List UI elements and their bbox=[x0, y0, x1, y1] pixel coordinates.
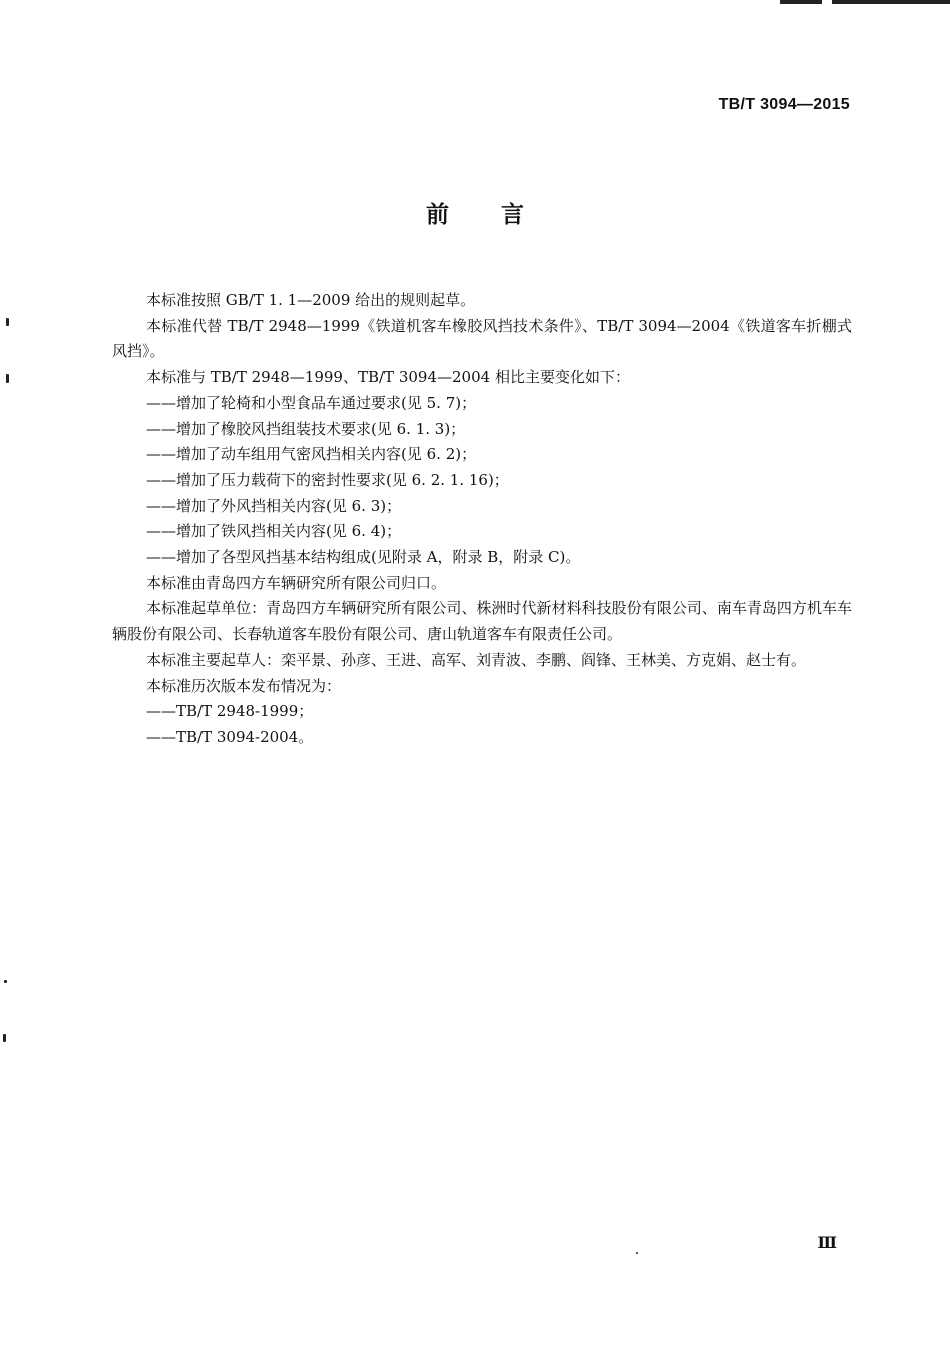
paragraph-drafting-units: 本标准起草单位：青岛四方车辆研究所有限公司、株洲时代新材料科技股份有限公司、南车青岛四方机车车辆股份有限公司、长春轨道客车股份有限公司、唐山轨道客车有限责任公司。 bbox=[112, 599, 852, 644]
page-number: Ⅲ bbox=[817, 1235, 837, 1252]
top-rule bbox=[780, 0, 950, 4]
paragraph-responsible-org: 本标准由青岛四方车辆研究所有限公司归口。 bbox=[146, 573, 447, 592]
title-char-1: 前 bbox=[426, 202, 449, 228]
page-title bbox=[0, 196, 950, 229]
change-item: ——增加了压力载荷下的密封性要求(见 6. 2. 1. 16)； bbox=[146, 470, 509, 489]
change-item: ——增加了动车组用气密风挡相关内容(见 6. 2)； bbox=[146, 445, 477, 464]
change-item: ——增加了轮椅和小型食品车通过要求(见 5. 7)； bbox=[146, 393, 477, 412]
paragraph-drafters: 本标准主要起草人：栾平景、孙彦、王进、高军、刘青波、李鹏、阎锋、王林美、方克娟、赵士有。 bbox=[146, 650, 807, 669]
paragraph-changes-intro: 本标准与 TB/T 2948—1999、TB/T 3094—2004 相比主要变化如下： bbox=[146, 368, 630, 387]
change-item: ——增加了外风挡相关内容(见 6. 3)； bbox=[146, 496, 402, 515]
history-item: ——TB/T 3094-2004。 bbox=[146, 727, 314, 746]
change-item: ——增加了铁风挡相关内容(见 6. 4)； bbox=[146, 522, 402, 541]
title-char-2: 言 bbox=[501, 202, 524, 228]
top-rule-gap bbox=[822, 0, 832, 4]
paragraph-replaces: 本标准代替 TB/T 2948—1999《铁道机客车橡胶风挡技术条件》、TB/T 3094—2004《铁道客车折棚式风挡》。 bbox=[112, 316, 852, 361]
foreword-body bbox=[112, 288, 852, 751]
history-item: ——TB/T 2948-1999； bbox=[146, 702, 314, 721]
scan-speck bbox=[636, 1252, 638, 1254]
document-code: TB/T 3094—2015 bbox=[718, 96, 850, 113]
paragraph-drafting-rules: 本标准按照 GB/T 1. 1—2009 给出的规则起草。 bbox=[146, 291, 476, 309]
change-item: ——增加了橡胶风挡组装技术要求(见 6. 1. 3)； bbox=[146, 419, 466, 438]
scan-speck bbox=[6, 374, 9, 383]
change-item: ——增加了各型风挡基本结构组成(见附录 A，附录 B，附录 C)。 bbox=[146, 548, 581, 567]
scan-speck bbox=[4, 980, 7, 983]
scan-speck bbox=[3, 1034, 6, 1042]
paragraph-history-intro: 本标准历次版本发布情况为： bbox=[146, 676, 342, 695]
scan-speck bbox=[6, 318, 9, 326]
